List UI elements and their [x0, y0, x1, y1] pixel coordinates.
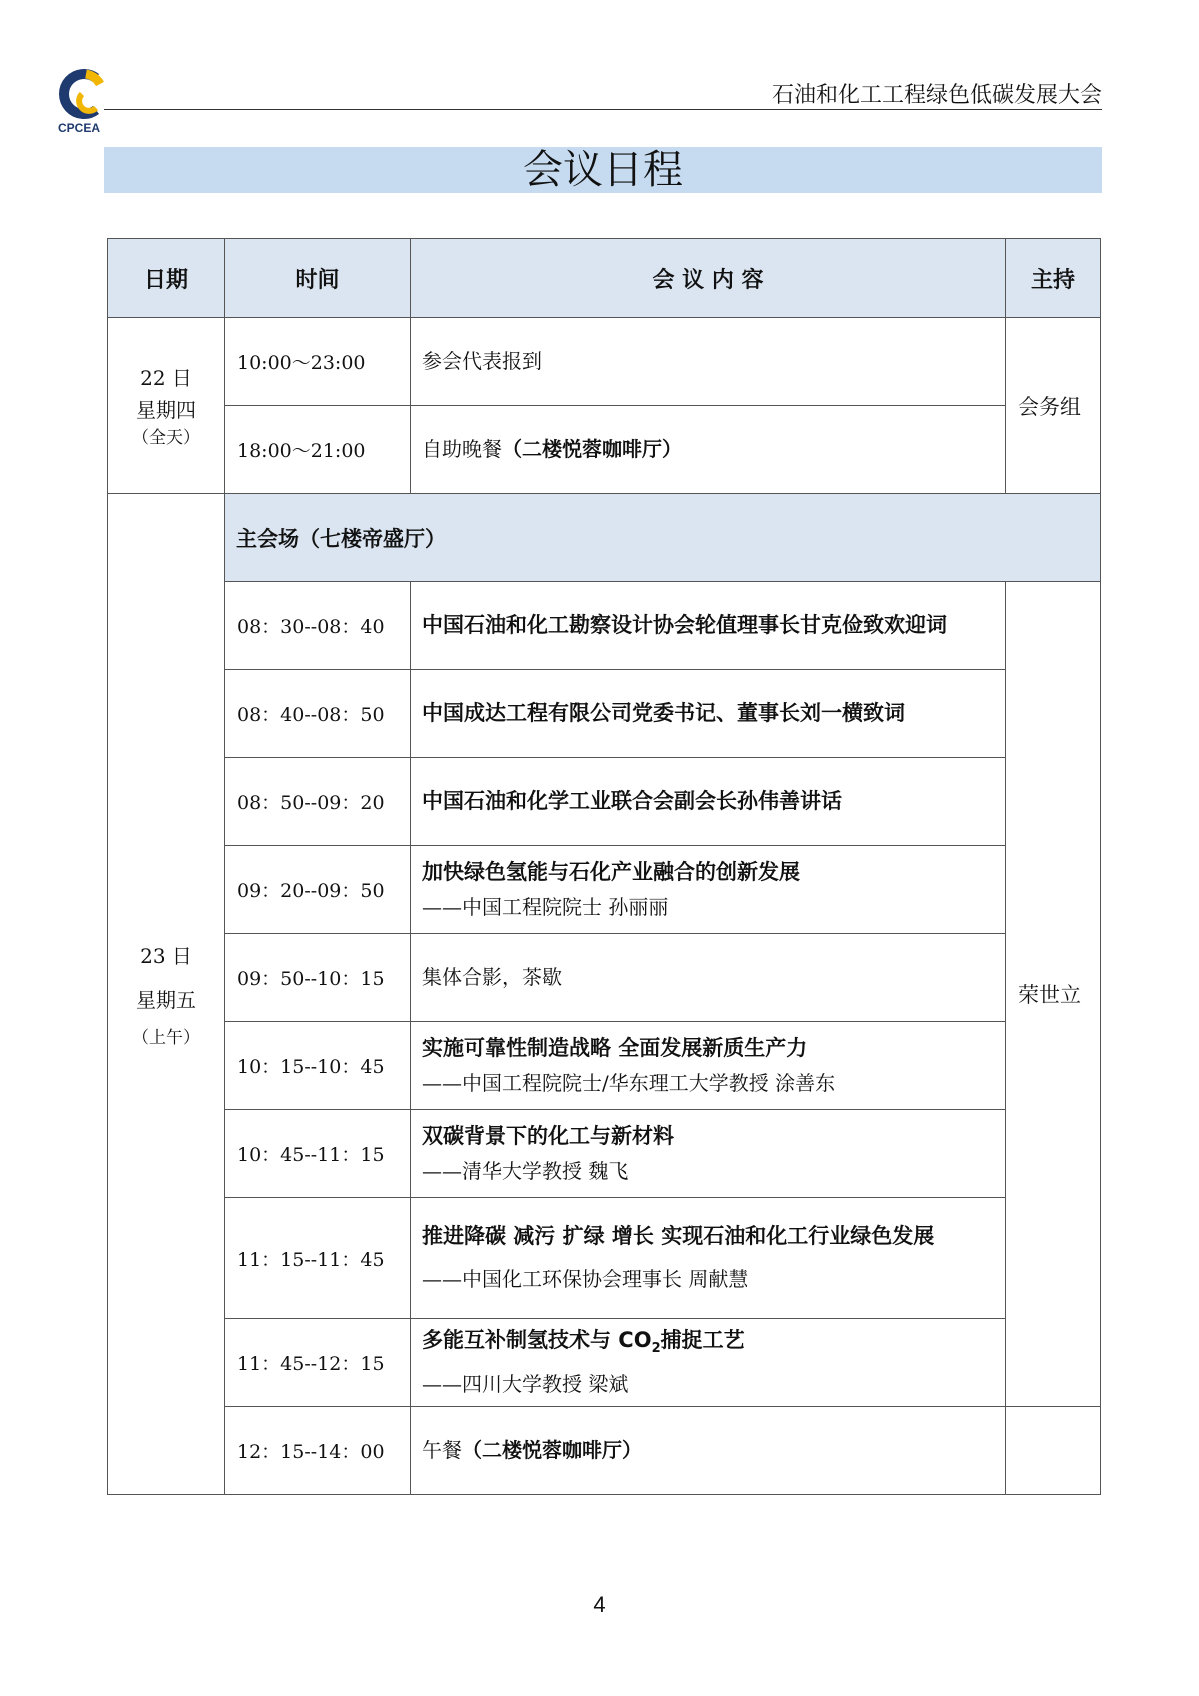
table-row: [108, 846, 1101, 934]
table-row: [108, 1407, 1101, 1495]
time-cell: 08：50--09：20: [225, 758, 411, 846]
day2-host: 荣世立: [1006, 582, 1101, 1407]
session-title: [422, 1323, 997, 1366]
time-cell: 12：15--14：00: [225, 1407, 411, 1495]
session-title: 加快绿色氢能与石化产业融合的创新发展: [422, 859, 800, 884]
time-cell: 11：45--12：15: [225, 1319, 411, 1407]
header-host: 主持: [1006, 239, 1101, 318]
session-title: 中国成达工程有限公司党委书记、董事长刘一横致词: [422, 701, 905, 725]
session-title: 中国石油和化工勘察设计协会轮值理事长甘克俭致欢迎词: [422, 613, 947, 637]
title-part: 多能互补制氢技术与 CO: [422, 1328, 652, 1353]
day1-weekday: 星期四: [136, 397, 196, 422]
venue-label: 主会场（七楼帝盛厅）: [225, 494, 1101, 582]
content-text: 午餐: [422, 1438, 462, 1462]
time-cell: 08：30--08：40: [225, 582, 411, 670]
day2-period: （上午）: [132, 1028, 200, 1048]
table-row: [108, 1022, 1101, 1110]
time-cell: 10：45--11：15: [225, 1110, 411, 1198]
session-speaker: ——中国工程院院士 孙丽丽: [422, 894, 669, 919]
content-cell: [411, 758, 1006, 846]
day2-date: 23 日: [140, 944, 192, 968]
table-row: [108, 318, 1101, 406]
venue-row: [108, 494, 1101, 582]
content-location: （二楼悦蓉咖啡厅）: [462, 1438, 642, 1462]
content-cell: [411, 1319, 1006, 1407]
time-cell: 11：15--11：45: [225, 1198, 411, 1319]
time-cell: 10：15--10：45: [225, 1022, 411, 1110]
schedule-table: [107, 238, 1101, 1495]
table-row: [108, 582, 1101, 670]
session-speaker: ——中国工程院院士/华东理工大学教授 涂善东: [422, 1070, 836, 1095]
content-cell: [411, 1407, 1006, 1495]
table-row: [108, 1110, 1101, 1198]
header-content: 会 议 内 容: [411, 239, 1006, 318]
day1-host: 会务组: [1006, 318, 1101, 494]
content-cell: [411, 670, 1006, 758]
table-row: [108, 934, 1101, 1022]
session-speaker: ——清华大学教授 魏飞: [422, 1158, 629, 1183]
session-title: 实施可靠性制造战略 全面发展新质生产力: [422, 1035, 808, 1060]
table-header-row: [108, 239, 1101, 318]
day2-weekday: 星期五: [136, 988, 196, 1012]
content-cell: [411, 846, 1006, 934]
day2-date-cell: [108, 494, 225, 1495]
header-time: 时间: [225, 239, 411, 318]
session-title: 双碳背景下的化工与新材料: [422, 1123, 674, 1148]
table-row: [108, 406, 1101, 494]
table-row: [108, 1198, 1101, 1319]
content-cell: [411, 1198, 1006, 1319]
logo-text: CPCEA: [58, 121, 101, 135]
agenda-banner: [104, 147, 1102, 193]
time-cell: 10:00～23:00: [225, 318, 411, 406]
table-row: [108, 1319, 1101, 1407]
time-cell: 18:00～21:00: [225, 406, 411, 494]
content-cell: [411, 1110, 1006, 1198]
content-cell: [411, 1022, 1006, 1110]
content-text: 自助晚餐: [422, 437, 502, 461]
content-cell: [411, 582, 1006, 670]
day1-date-cell: [108, 318, 225, 494]
session-title: 中国石油和化学工业联合会副会长孙伟善讲话: [422, 789, 842, 813]
page-title: 会议日程: [523, 147, 683, 193]
time-cell: 09：20--09：50: [225, 846, 411, 934]
day1-period: （全天）: [132, 427, 200, 448]
page-number: 4: [593, 1592, 606, 1617]
empty-host-cell: [1006, 1407, 1101, 1495]
table-row: [108, 670, 1101, 758]
content-cell: 集体合影，茶歇: [411, 934, 1006, 1022]
title-subscript: 2: [651, 1341, 661, 1357]
session-speaker: ——四川大学教授 梁斌: [422, 1371, 629, 1396]
header-divider: [104, 109, 1102, 110]
content-location: （二楼悦蓉咖啡厅）: [502, 437, 682, 461]
table-row: [108, 758, 1101, 846]
time-cell: 09：50--10：15: [225, 934, 411, 1022]
session-speaker: ——中国化工环保协会理事长 周献慧: [422, 1267, 749, 1291]
content-cell: [411, 406, 1006, 494]
day1-date: 22 日: [140, 365, 192, 390]
conference-title: 石油和化工工程绿色低碳发展大会: [771, 83, 1102, 108]
title-part: 捕捉工艺: [660, 1328, 745, 1353]
content-cell: 参会代表报到: [411, 318, 1006, 406]
session-title: 推进降碳 减污 扩绿 增长 实现石油和化工行业绿色发展: [422, 1224, 935, 1248]
time-cell: 08：40--08：50: [225, 670, 411, 758]
header-date: 日期: [108, 239, 225, 318]
